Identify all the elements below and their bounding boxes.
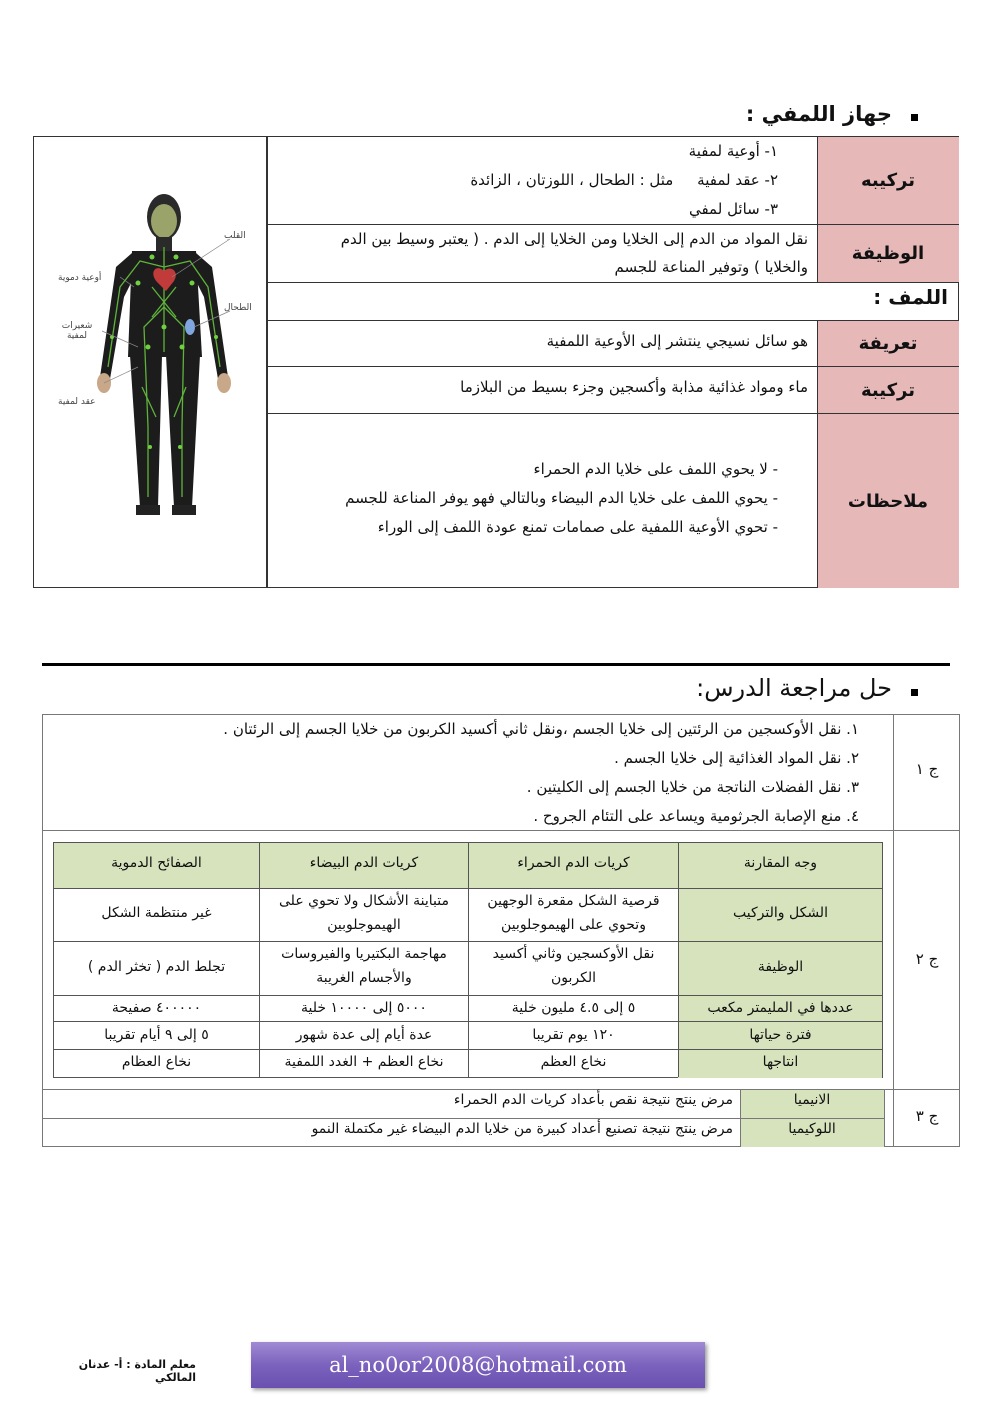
comparison-cell: عدة أيام إلى عدة شهور	[295, 1027, 433, 1043]
comparison-cell: ٥ إلى ٤.٥ مليون خلية	[511, 1000, 636, 1016]
email-link[interactable]: al_no0or2008@hotmail.com	[329, 1353, 627, 1377]
comparison-cell: متباينة الأشكال ولا تحوي على الهيموجلوبين	[279, 893, 449, 933]
answer-item: ٢. نقل المواد الغذائية إلى خلايا الجسم .	[614, 749, 859, 767]
comparison-cell: انتاجها	[762, 1054, 799, 1070]
comparison-cell: ٥٠٠٠ إلى ١٠٠٠٠ خلية	[301, 1000, 427, 1016]
answer-item: ٤. منع الإصابة الجرثومية ويساعد على التئام الجروح .	[533, 807, 859, 825]
label-capillaries: شعيرات لمفية	[61, 321, 93, 341]
lymphatic-system-figure	[52, 187, 262, 532]
section-title-lymph: جهاز اللمفي :	[745, 102, 892, 126]
bullet-icon	[911, 114, 918, 121]
disease-name: اللوكيميا	[788, 1121, 836, 1137]
comparison-cell: مهاجمة البكتيريا والفيروسات والأجسام الغريبة	[281, 946, 447, 986]
comparison-cell: ١٢٠ يوم تقريبا	[532, 1027, 615, 1043]
bullet-icon	[911, 689, 918, 696]
answer-item: ١. نقل الأوكسجين من الرئتين إلى خلايا الجسم ،ونقل ثاني أكسيد الكربون من خلايا الجسم إلى الرئتان .	[223, 720, 859, 738]
note-item: - يحوي اللمف على خلايا الدم البيضاء وبالتالي فهو يوفر المناعة للجسم	[345, 489, 778, 507]
label-function: الوظيفة	[851, 243, 925, 264]
label-heart: القلب	[224, 231, 246, 241]
label-notes: ملاحظات	[847, 490, 929, 512]
comparison-cell: فترة حياتها	[749, 1027, 812, 1043]
function-line: والخلايا ) وتوفير المناعة للجسم	[614, 258, 808, 276]
structure-item: ١- أوعية لمفية	[688, 142, 778, 160]
comparison-cell: تجلط الدم ( تخثر الدم )	[87, 959, 226, 975]
disease-desc: مرض ينتج نتيجة نقص بأعداد كريات الدم الحمراء	[453, 1092, 733, 1108]
lymph-table	[33, 136, 959, 588]
definition-text: هو سائل نسيجي ينتشر إلى الأوعية اللمفية	[546, 332, 808, 350]
structure-item: ٢- عقد لمفية مثل : الطحال ، اللوزتان ، الزائدة	[470, 171, 778, 189]
structure-list	[278, 137, 778, 224]
notes-list	[274, 455, 778, 542]
comparison-cell: نخاع العظم	[540, 1054, 607, 1070]
comparison-header: كريات الدم البيضاء	[309, 855, 419, 871]
note-item: - لا يحوي اللمف على خلايا الدم الحمراء	[533, 460, 778, 478]
comparison-cell: الشكل والتركيب	[733, 905, 828, 921]
comparison-header: كريات الدم الحمراء	[517, 855, 630, 871]
comparison-header: الصفائح الدموية	[111, 855, 202, 871]
comparison-cell: عددها في المليمتر مكعب	[707, 1000, 854, 1016]
label-vessels: أوعية دموية	[58, 273, 102, 283]
composition-text: ماء ومواد غذائية مذابة وأكسجين وجزء بسيط من البلازما	[460, 378, 808, 396]
section-divider	[42, 663, 950, 666]
q3-label: ج ٣	[915, 1107, 939, 1125]
comparison-cell: نقل الأوكسجين وثاني أكسيد الكربون	[492, 946, 655, 986]
q1-answers	[119, 715, 859, 831]
comparison-cell: الوظيفة	[757, 959, 804, 975]
comparison-cell: نخاع العظام	[121, 1054, 192, 1070]
comparison-cell: نخاع العظم + الغدد اللمفية	[284, 1054, 444, 1070]
section-title-review: حل مراجعة الدرس:	[696, 674, 892, 702]
label-structure: تركيبه	[860, 170, 916, 191]
function-line: نقل المواد من الدم إلى الخلايا ومن الخلايا إلى الدم . ( يعتبر وسيط بين الدم	[340, 230, 808, 248]
q1-label: ج ١	[915, 760, 939, 778]
label-composition: تركيبة	[860, 379, 916, 401]
email-banner	[251, 1342, 705, 1388]
comparison-header: وجه المقارنة	[743, 855, 818, 871]
function-text	[274, 225, 808, 281]
q2-label: ج ٢	[915, 950, 939, 968]
teacher-name: معلم المادة : أ- عدنان المالكي	[78, 1358, 196, 1384]
structure-item: ٣- سائل لمفي	[688, 200, 778, 218]
label-nodes: عقد لمفية	[58, 397, 96, 407]
lymph-heading: اللمف :	[873, 285, 948, 309]
answer-item: ٣. نقل الفضلات الناتجة من خلايا الجسم إلى الكليتين .	[526, 778, 859, 796]
comparison-cell: قرصية الشكل مقعرة الوجهين وتحوي على الهيموجلوبين	[487, 893, 660, 933]
comparison-table	[53, 842, 883, 1078]
label-spleen: الطحال	[224, 303, 252, 313]
comparison-cell: ٤٠٠٠٠٠ صفيحة	[111, 1000, 202, 1016]
comparison-cell: ٥ إلى ٩ أيام تقريبا	[104, 1027, 209, 1043]
comparison-cell: غير منتظمة الشكل	[101, 905, 212, 921]
note-item: - تحوي الأوعية اللمفية على صمامات تمنع عودة اللمف إلى الوراء	[377, 518, 778, 536]
disease-name: الانيميا	[793, 1092, 831, 1108]
disease-desc: مرض ينتج نتيجة تصنيع أعداد كبيرة من خلايا الدم البيضاء غير مكتملة النمو	[311, 1121, 733, 1137]
label-definition: تعريفة	[858, 333, 918, 354]
